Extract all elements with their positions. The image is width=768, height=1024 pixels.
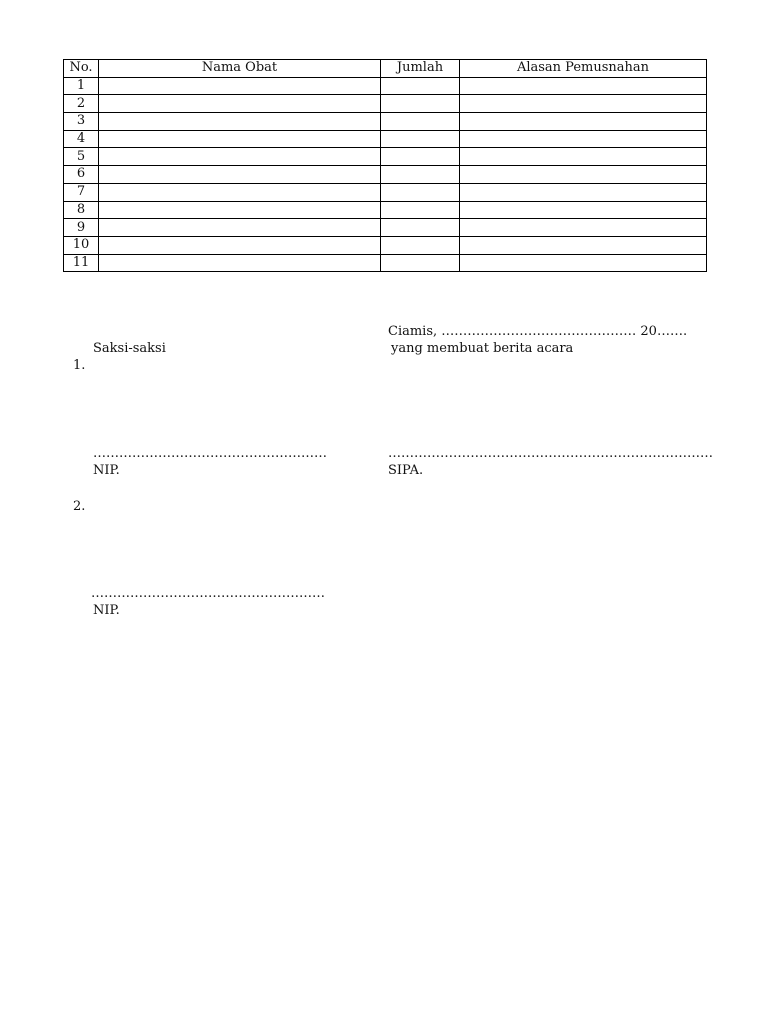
cell-no: 6 bbox=[64, 166, 99, 184]
cell-nama-obat bbox=[99, 201, 381, 219]
place-date-line: Ciamis, ……………………………………… 20……. bbox=[388, 324, 688, 339]
header-jumlah: Jumlah bbox=[381, 60, 460, 78]
maker-signature-line: ………………………………………………………………… bbox=[388, 446, 713, 461]
cell-nama-obat bbox=[99, 148, 381, 166]
medicine-destruction-table bbox=[63, 59, 707, 272]
cell-no: 4 bbox=[64, 130, 99, 148]
cell-no: 1 bbox=[64, 77, 99, 95]
witness-2-number: 2. bbox=[73, 499, 86, 514]
cell-alasan bbox=[460, 254, 707, 272]
cell-alasan bbox=[460, 236, 707, 254]
table-row bbox=[64, 236, 707, 254]
cell-jumlah bbox=[381, 219, 460, 237]
cell-jumlah bbox=[381, 148, 460, 166]
cell-alasan bbox=[460, 183, 707, 201]
cell-jumlah bbox=[381, 130, 460, 148]
cell-jumlah bbox=[381, 95, 460, 113]
cell-jumlah bbox=[381, 166, 460, 184]
witness-1-number: 1. bbox=[73, 358, 86, 373]
cell-nama-obat bbox=[99, 166, 381, 184]
table-header-row bbox=[64, 60, 707, 78]
cell-nama-obat bbox=[99, 219, 381, 237]
witness-1-signature-line: ……………………………………………… bbox=[93, 446, 327, 461]
cell-no: 9 bbox=[64, 219, 99, 237]
table-body bbox=[64, 77, 707, 272]
cell-nama-obat bbox=[99, 254, 381, 272]
witnesses-heading: Saksi-saksi bbox=[93, 341, 166, 356]
cell-alasan bbox=[460, 219, 707, 237]
table-row bbox=[64, 219, 707, 237]
cell-alasan bbox=[460, 77, 707, 95]
cell-alasan bbox=[460, 166, 707, 184]
cell-nama-obat bbox=[99, 113, 381, 131]
table-row bbox=[64, 254, 707, 272]
table-row bbox=[64, 95, 707, 113]
header-alasan-pemusnahan: Alasan Pemusnahan bbox=[460, 60, 707, 78]
cell-no: 8 bbox=[64, 201, 99, 219]
cell-alasan bbox=[460, 95, 707, 113]
cell-no: 5 bbox=[64, 148, 99, 166]
header-no: No. bbox=[64, 60, 99, 78]
table-row bbox=[64, 130, 707, 148]
cell-nama-obat bbox=[99, 77, 381, 95]
cell-no: 10 bbox=[64, 236, 99, 254]
cell-alasan bbox=[460, 113, 707, 131]
cell-nama-obat bbox=[99, 236, 381, 254]
cell-jumlah bbox=[381, 77, 460, 95]
cell-nama-obat bbox=[99, 130, 381, 148]
maker-sipa-label: SIPA. bbox=[388, 463, 424, 478]
cell-no: 7 bbox=[64, 183, 99, 201]
maker-heading: yang membuat berita acara bbox=[391, 341, 574, 356]
cell-no: 3 bbox=[64, 113, 99, 131]
cell-alasan bbox=[460, 201, 707, 219]
cell-nama-obat bbox=[99, 183, 381, 201]
header-nama-obat: Nama Obat bbox=[99, 60, 381, 78]
cell-no: 2 bbox=[64, 95, 99, 113]
table-row bbox=[64, 183, 707, 201]
cell-alasan bbox=[460, 130, 707, 148]
cell-jumlah bbox=[381, 183, 460, 201]
table-row bbox=[64, 148, 707, 166]
cell-jumlah bbox=[381, 254, 460, 272]
table-row bbox=[64, 166, 707, 184]
witness-2-nip-label: NIP. bbox=[93, 603, 120, 618]
witness-2-signature-line: ……………………………………………… bbox=[91, 586, 325, 601]
cell-jumlah bbox=[381, 236, 460, 254]
cell-nama-obat bbox=[99, 95, 381, 113]
cell-alasan bbox=[460, 148, 707, 166]
witness-1-nip-label: NIP. bbox=[93, 463, 120, 478]
cell-jumlah bbox=[381, 201, 460, 219]
table-row bbox=[64, 113, 707, 131]
cell-jumlah bbox=[381, 113, 460, 131]
table-row bbox=[64, 77, 707, 95]
cell-no: 11 bbox=[64, 254, 99, 272]
table-row bbox=[64, 201, 707, 219]
